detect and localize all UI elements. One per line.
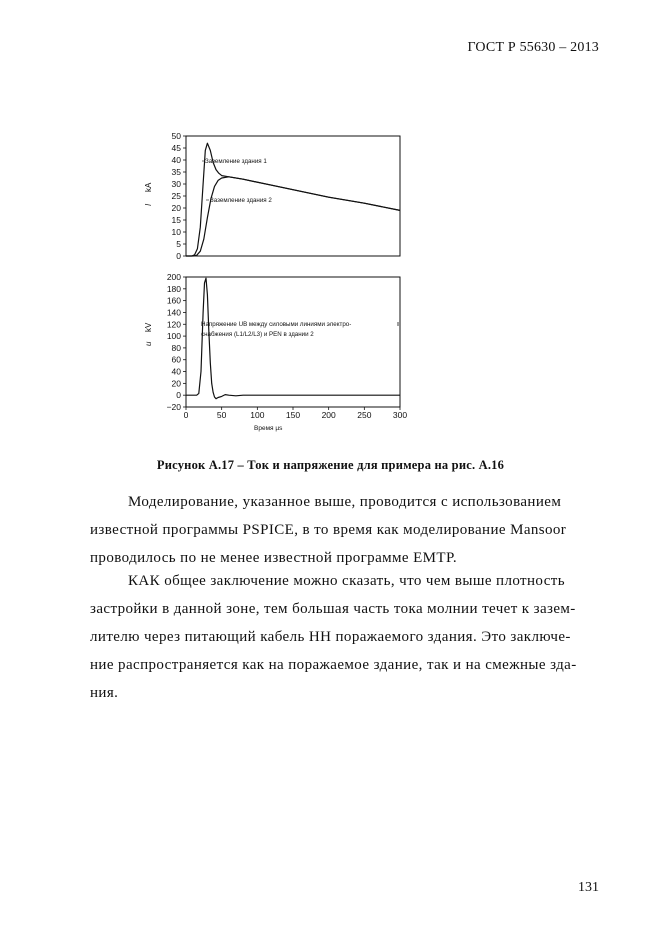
y-tick-label: −20 [166, 402, 181, 412]
y-tick-label: 40 [171, 155, 181, 165]
figure-a17 [0, 0, 661, 440]
current-chart-yticks [172, 131, 186, 261]
paragraph-2-line-3: лителю через питающий кабель НН поражаемого здания. Это заключе- [90, 629, 571, 645]
paragraph-2-line-2: застройки в данной зоне, тем большая часть тока молнии течет к зазем- [90, 601, 576, 617]
series-label-building-2: Заземление здания 2 [210, 197, 272, 204]
y-tick-label: 180 [166, 283, 181, 294]
x-tick-label: 150 [285, 410, 301, 420]
y-tick-label: 0 [176, 251, 181, 261]
y-tick-label: 20 [171, 203, 181, 213]
current-y-unit: kA [144, 182, 153, 192]
voltage-chart-frame [186, 277, 400, 407]
voltage-annotation-line2: снабжения (L1/L2/L3) и PEN в здании 2 [201, 331, 314, 338]
y-tick-label: 60 [171, 354, 181, 365]
voltage-chart-yticks [167, 272, 186, 412]
y-tick-label: 25 [171, 191, 181, 201]
document-header: ГОСТ Р 55630 – 2013 [467, 40, 599, 55]
voltage-chart-xticks [184, 407, 408, 420]
voltage-series-group [186, 278, 400, 399]
paragraph-2-line-1: КАК общее заключение можно сказать, что чем выше плотность [128, 573, 565, 589]
x-tick-label: 0 [183, 410, 189, 420]
paragraph-1 [90, 488, 598, 572]
y-tick-label: 40 [171, 366, 181, 377]
voltage-y-symbol: u [144, 341, 153, 346]
series-line-2 [186, 177, 400, 256]
y-tick-label: 160 [166, 295, 181, 306]
y-tick-label: 20 [171, 378, 181, 389]
current-chart [144, 131, 400, 261]
y-tick-label: 80 [171, 342, 181, 353]
paragraph-2 [90, 567, 598, 707]
y-tick-label: 5 [176, 239, 181, 249]
y-tick-label: 120 [166, 319, 181, 330]
series-label-building-1: Заземление здания 1 [205, 158, 267, 165]
paragraph-2-line-4: ние распространяется как на поражаемое здание, так и на смежные зда- [90, 657, 577, 673]
x-tick-label: 100 [250, 410, 265, 420]
voltage-y-unit: kV [144, 322, 153, 332]
y-tick-label: 15 [171, 215, 181, 225]
series-line-1 [186, 278, 400, 399]
figure-caption: Рисунок А.17 – Ток и напряжение для примера на рис. А.16 [156, 458, 505, 472]
y-tick-label: 10 [171, 227, 181, 237]
x-tick-label: 200 [321, 410, 336, 420]
y-tick-label: 45 [171, 143, 181, 153]
voltage-annotation-line1: Напряжение UB между силовыми линиями электро- [201, 321, 352, 328]
page-number: 131 [578, 880, 599, 895]
paragraph-1-line-2: известной программы PSPICE, в то время как моделирование Mansoor [90, 522, 567, 538]
voltage-x-axis-label: Время µs [254, 425, 283, 432]
paragraph-1-line-3: проводилось по не менее известной программе ЕМТР. [90, 550, 458, 566]
y-tick-label: 30 [171, 179, 181, 189]
y-tick-label: 140 [166, 307, 181, 318]
x-tick-label: 50 [216, 410, 227, 420]
current-chart-frame [186, 136, 400, 256]
y-tick-label: 35 [171, 167, 181, 177]
y-tick-label: 50 [171, 131, 181, 141]
x-tick-label: 300 [392, 410, 408, 420]
paragraph-2-line-5: ния. [90, 685, 119, 701]
voltage-chart [144, 272, 407, 432]
y-tick-label: 200 [166, 272, 181, 282]
y-tick-label: 0 [176, 390, 181, 401]
current-y-symbol: I [144, 203, 153, 206]
y-tick-label: 100 [166, 331, 181, 342]
x-tick-label: 250 [357, 410, 372, 420]
paragraph-1-line-1: Моделирование, указанное выше, проводится с использованием [128, 494, 562, 510]
